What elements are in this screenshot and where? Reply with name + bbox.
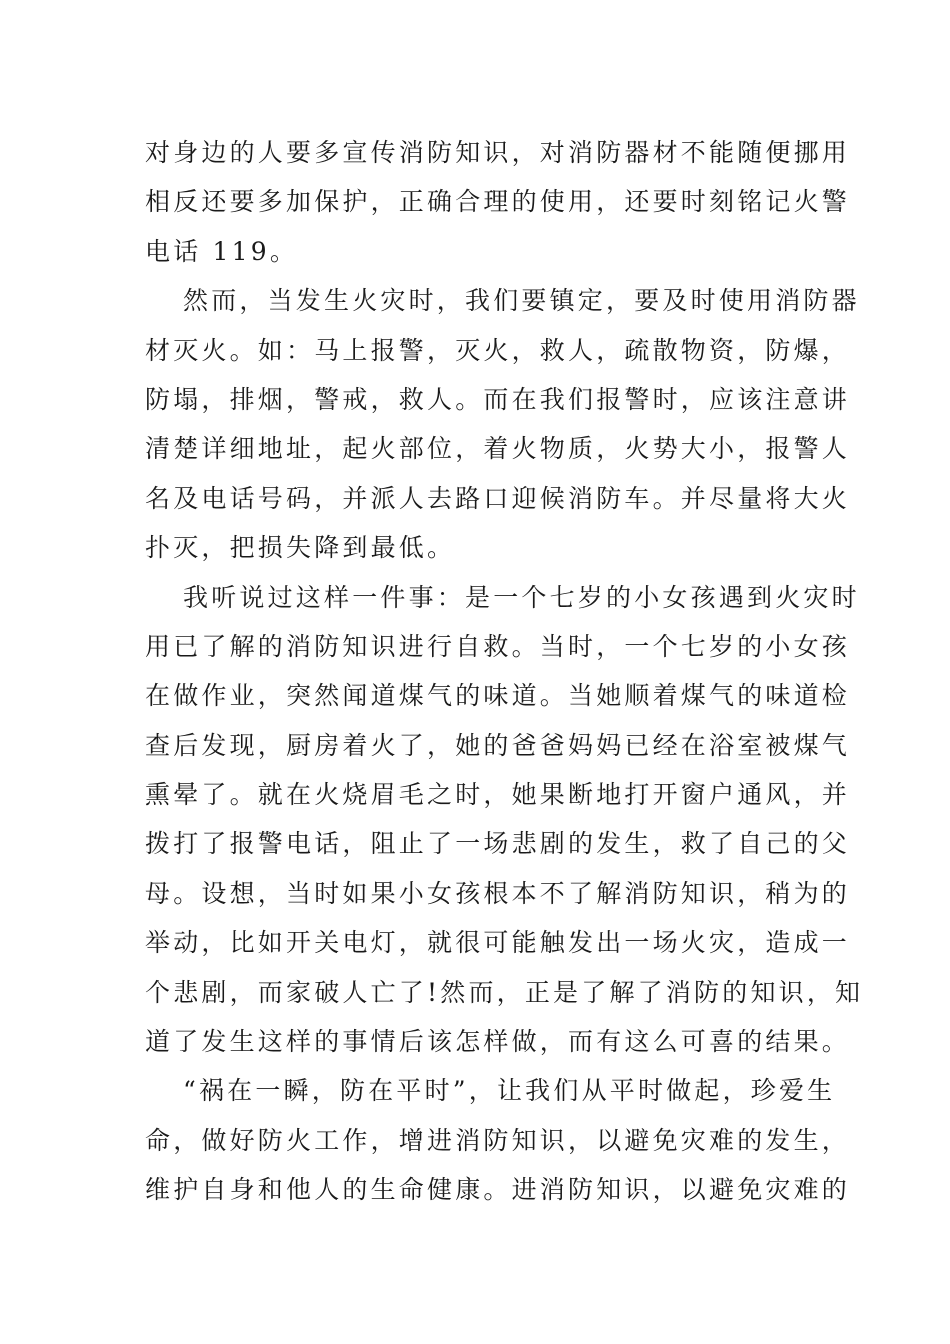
body-text: [145, 128, 864, 1215]
paragraph-first-line: 然而，当发生火灾时，我们要镇定，要及时使用消防器: [183, 286, 860, 316]
text-line: 名及电话号码，并派人去路口迎候消防车。并尽量将大火: [145, 483, 851, 513]
text-line: 查后发现，厨房着火了，她的爸爸妈妈已经在浴室被煤气: [145, 730, 851, 760]
text-line: 维护自身和他人的生命健康。进消防知识，以避免灾难的: [145, 1175, 851, 1205]
text-line: 个悲剧，而家破人亡了!然而，正是了解了消防的知识，知: [145, 977, 864, 1007]
text-line: 道了发生这样的事情后该怎样做，而有这么可喜的结果。: [145, 1027, 851, 1057]
text-line: 扑灭，把损失降到最低。: [145, 533, 456, 563]
text-line: 防塌，排烟，警戒，救人。而在我们报警时，应该注意讲: [145, 384, 851, 414]
text-line: 材灭火。如：马上报警，灭火，救人，疏散物资，防爆，: [145, 335, 851, 365]
text-line: 对身边的人要多宣传消防知识，对消防器材不能随便挪用: [145, 138, 851, 167]
text-line: 拨打了报警电话，阻止了一场悲剧的发生，救了自己的父: [145, 829, 851, 859]
text-line: 熏晕了。就在火烧眉毛之时，她果断地打开窗户通风，并: [145, 780, 851, 810]
text-line: 清楚详细地址，起火部位，着火物质，火势大小，报警人: [145, 434, 851, 464]
text-line: 电话 119。: [145, 236, 299, 266]
text-line: 用已了解的消防知识进行自救。当时，一个七岁的小女孩: [145, 631, 851, 661]
text-line: 举动，比如开关电灯，就很可能触发出一场火灾，造成一: [145, 928, 851, 958]
paragraph-first-line: “祸在一瞬，防在平时”，让我们从平时做起，珍爱生: [183, 1076, 836, 1106]
paragraph-first-line: 我听说过这样一件事：是一个七岁的小女孩遇到火灾时: [183, 582, 860, 612]
text-line: 相反还要多加保护，正确合理的使用，还要时刻铭记火警: [145, 187, 851, 217]
text-line: 母。设想，当时如果小女孩根本不了解消防知识，稍为的: [145, 878, 851, 908]
text-line: 命，做好防火工作，增进消防知识，以避免灾难的发生，: [145, 1125, 851, 1155]
text-line: 在做作业，突然闻道煤气的味道。当她顺着煤气的味道检: [145, 681, 851, 711]
